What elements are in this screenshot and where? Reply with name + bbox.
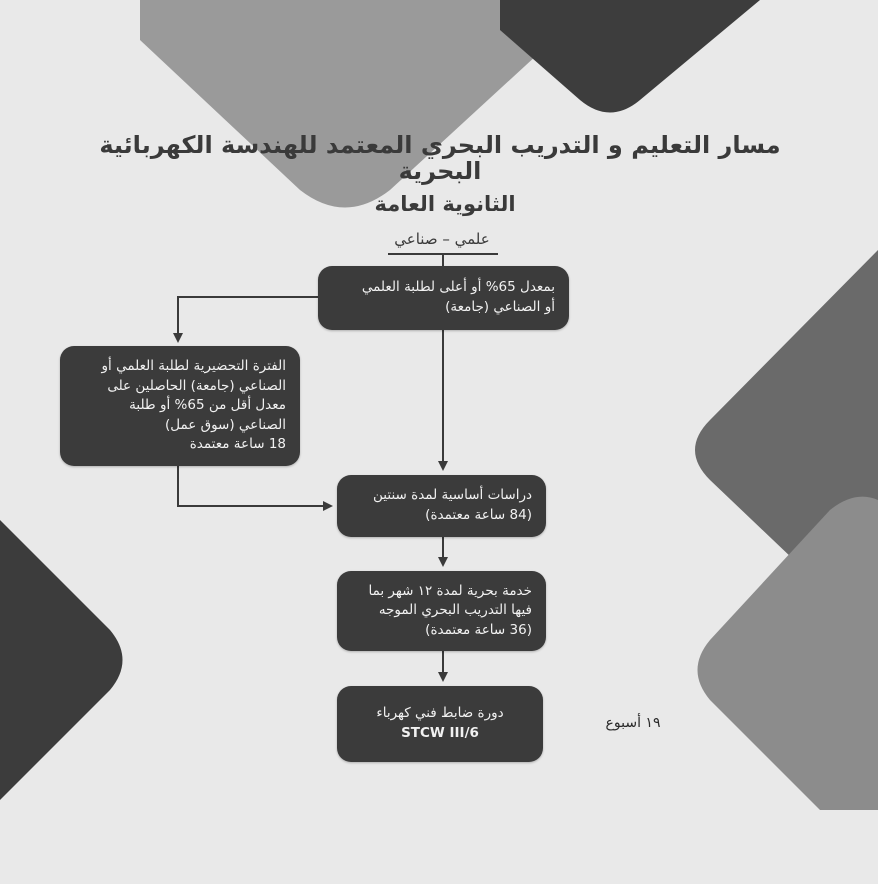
box-text-line: فيها التدريب البحري الموجه xyxy=(378,602,532,619)
box-text-line: (36 ساعة معتمدة) xyxy=(425,621,532,638)
box-text-line: دورة ضابط فني كهرباء xyxy=(376,705,504,722)
box-text-line: أو الصناعي (جامعة) xyxy=(445,299,555,315)
course-duration-label: ١٩ أسبوع xyxy=(605,715,661,731)
box-text-line: الفترة التحضيرية لطلبة العلمي أو xyxy=(101,358,286,375)
stream-label: علمي – صناعي xyxy=(394,230,490,248)
arrow-entry-to-prep xyxy=(178,297,318,338)
arrow-prep-to-basic xyxy=(178,466,328,506)
box-text-line-stcw: STCW III/6 xyxy=(401,725,479,741)
box-text-line: معدل أقل من 65% أو طلبة xyxy=(129,397,286,414)
box-text-line: خدمة بحرية لمدة ١٢ شهر بما xyxy=(368,582,532,599)
subtitle-general-secondary: الثانوية العامة xyxy=(374,192,516,216)
flow-box-preparatory-period xyxy=(60,346,300,466)
box-text-line: دراسات أساسية لمدة سنتين xyxy=(373,487,532,504)
box-text-line: الصناعي (جامعة) الحاصلين على xyxy=(107,377,286,394)
flow-box-basic-studies xyxy=(337,475,546,537)
flow-box-entry-requirement xyxy=(318,266,569,330)
box-text-line: (84 ساعة معتمدة) xyxy=(425,507,532,523)
box-text-line: بمعدل 65% أو أعلى لطلبة العلمي xyxy=(361,279,555,296)
box-text-line: الصناعي (سوق عمل) xyxy=(164,416,286,433)
page-title: مسار التعليم و التدريب البحري المعتمد للهندسة الكهربائية البحرية xyxy=(99,131,781,186)
box-text-line: 18 ساعة معتمدة xyxy=(189,436,286,453)
flow-box-officer-course xyxy=(337,686,543,762)
flow-box-sea-service xyxy=(337,571,546,651)
